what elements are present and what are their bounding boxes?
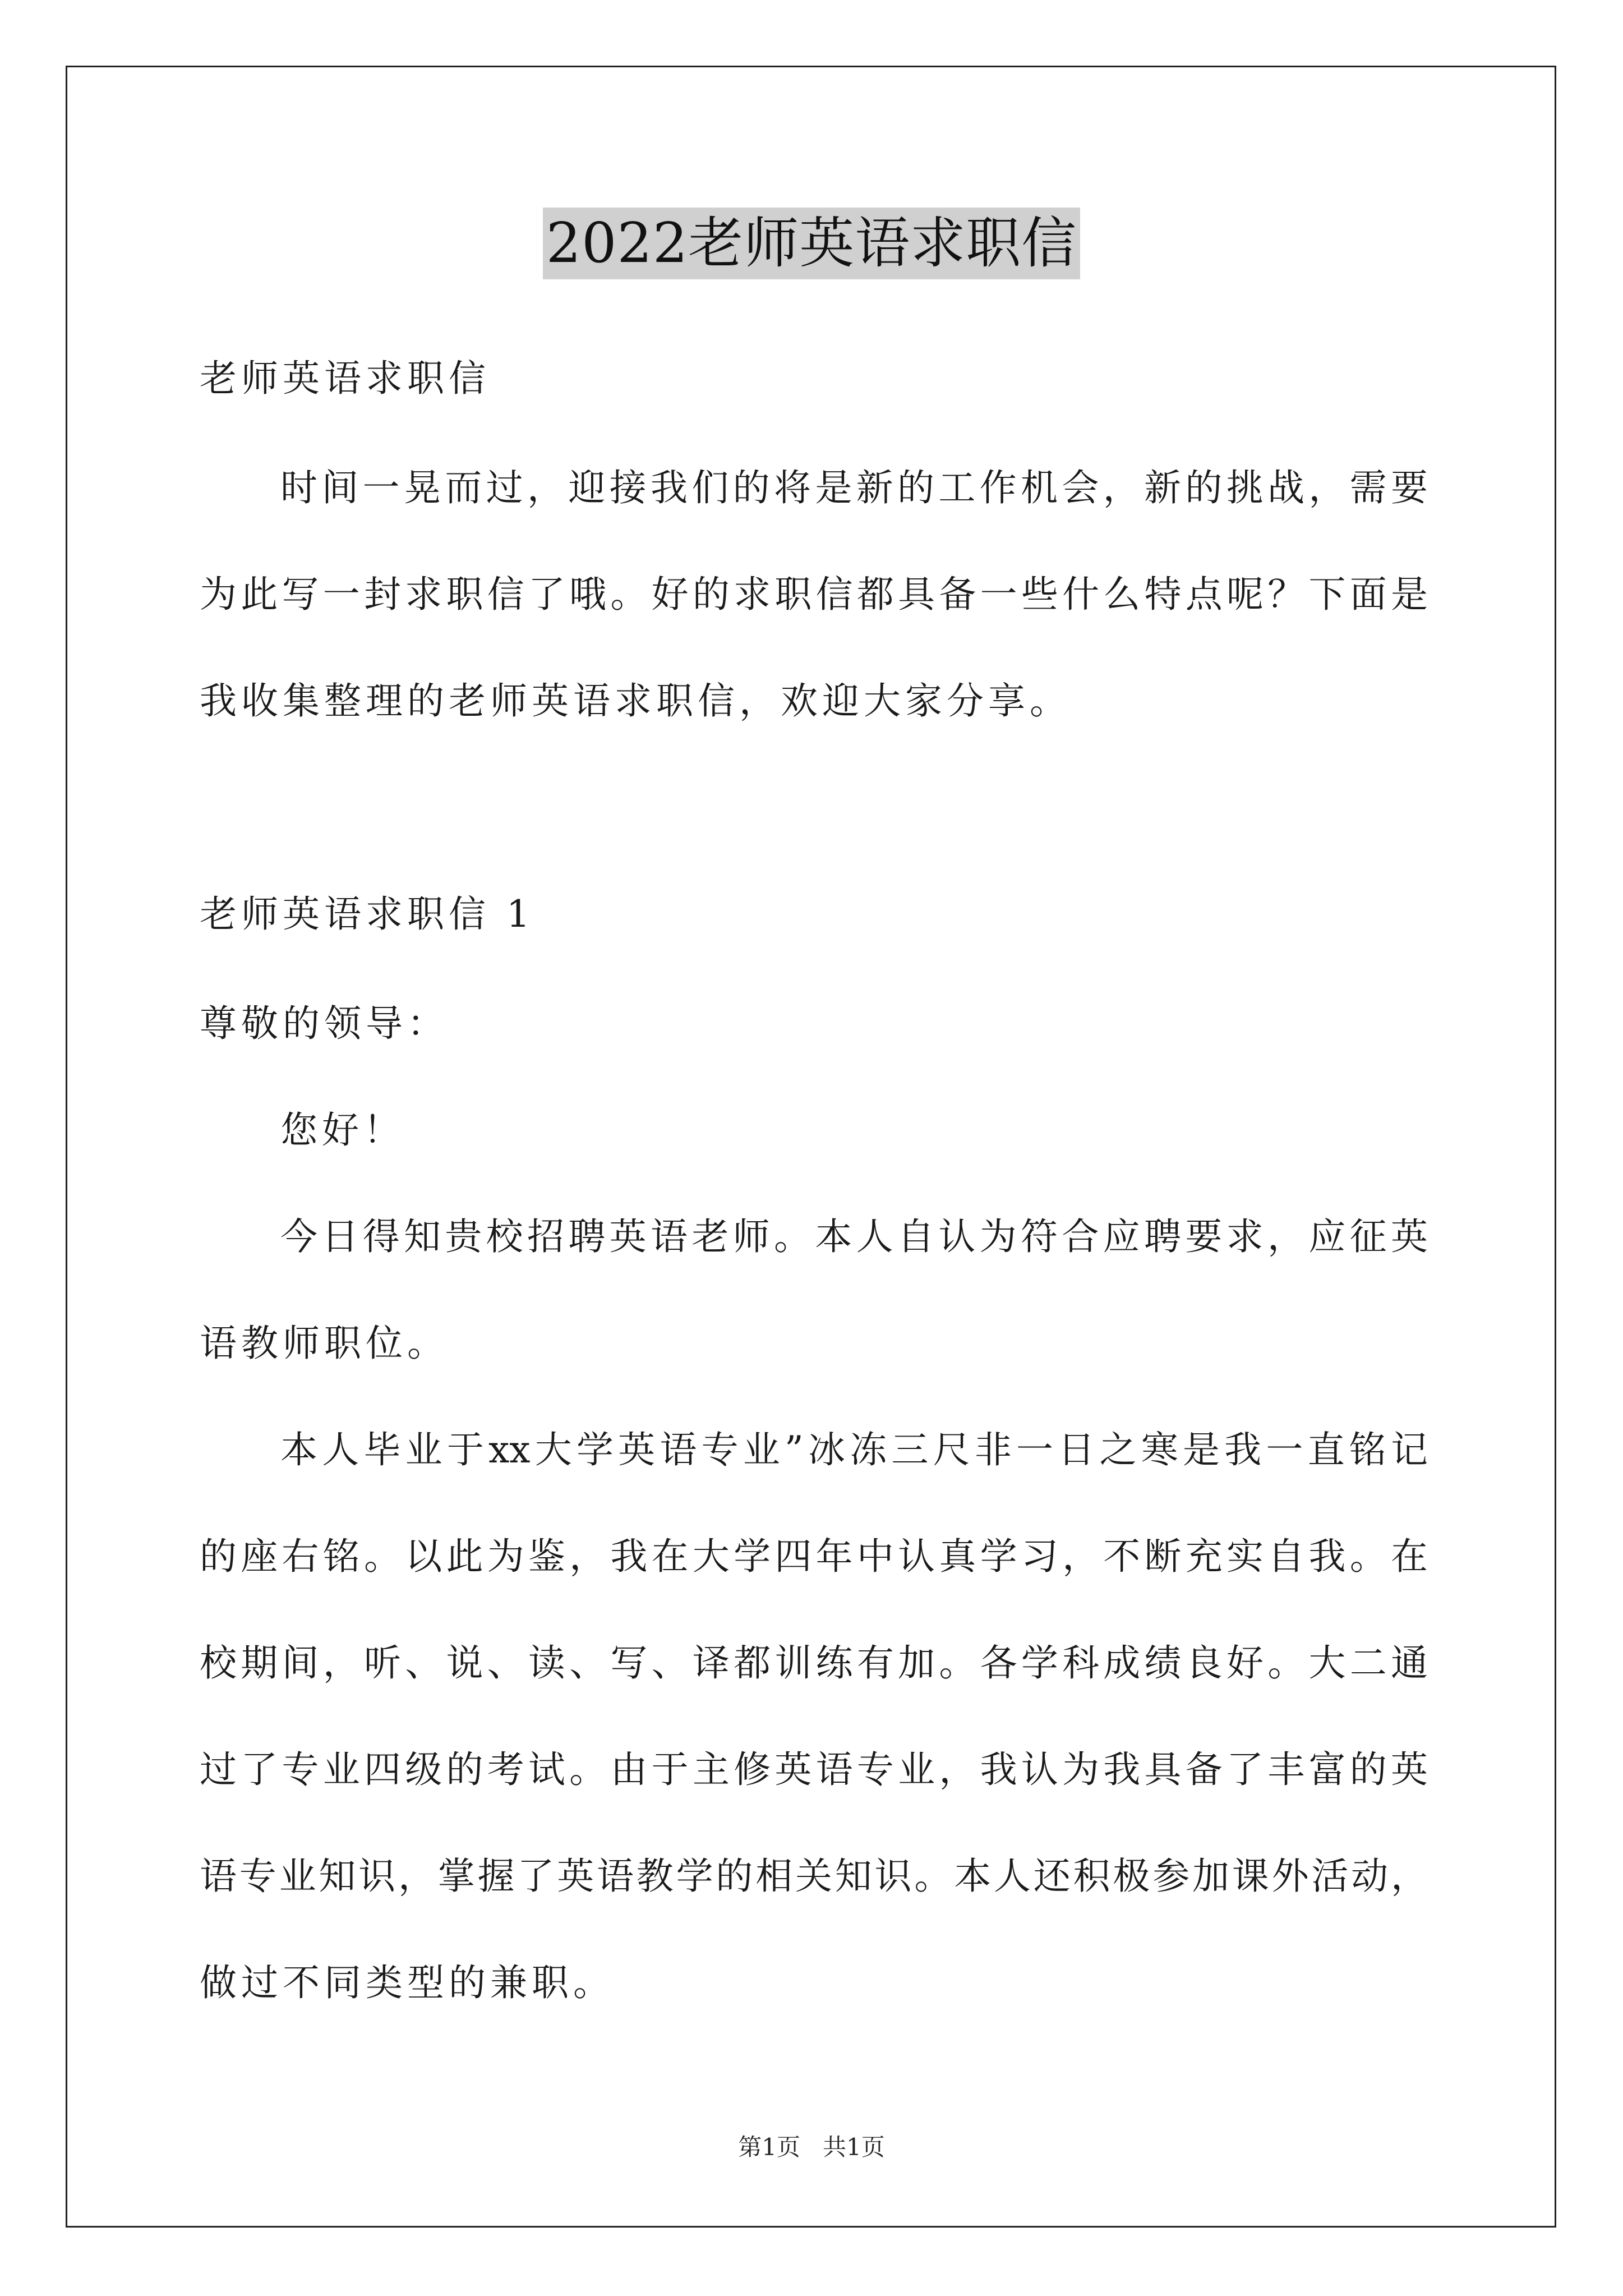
para2-line-4: 过了专业四级的考试。由于主修英语专业，我认为我具备了丰富的英 (200, 1748, 1428, 1791)
para2-line-5: 语专业知识，掌握了英语教学的相关知识。本人还积极参加课外活动， (200, 1855, 1428, 1898)
para1-line-2: 语教师职位。 (200, 1322, 449, 1365)
para1-line-1: 今日得知贵校招聘英语老师。本人自认为符合应聘要求，应征英 (280, 1215, 1428, 1258)
greeting: 您好！ (280, 1108, 405, 1152)
title-container (0, 208, 1623, 279)
para2-line-3: 校期间，听、说、读、写、译都训练有加。各学科成绩良好。大二通 (200, 1641, 1428, 1685)
intro-line-2: 为此写一封求职信了哦。好的求职信都具备一些什么特点呢？下面是 (200, 573, 1428, 616)
intro-line-1: 时间一晃而过，迎接我们的将是新的工作机会，新的挑战，需要 (280, 466, 1428, 509)
para2-line-6: 做过不同类型的兼职。 (200, 1961, 615, 2004)
para2-line-2: 的座右铭。以此为鉴，我在大学四年中认真学习，不断充实自我。在 (200, 1535, 1428, 1578)
document-heading: 老师英语求职信 (200, 357, 490, 400)
section-title: 老师英语求职信 1 (200, 892, 534, 936)
para2-line-1: 本人毕业于xx大学英语专业”冰冻三尺非一日之寒是我一直铭记 (280, 1428, 1428, 1471)
document-title: 2022老师英语求职信 (543, 208, 1080, 279)
salutation: 尊敬的领导： (200, 1002, 449, 1045)
intro-line-3: 我收集整理的老师英语求职信，欢迎大家分享。 (200, 679, 1071, 723)
page-number-footer: 第1页 共1页 (738, 2133, 885, 2161)
